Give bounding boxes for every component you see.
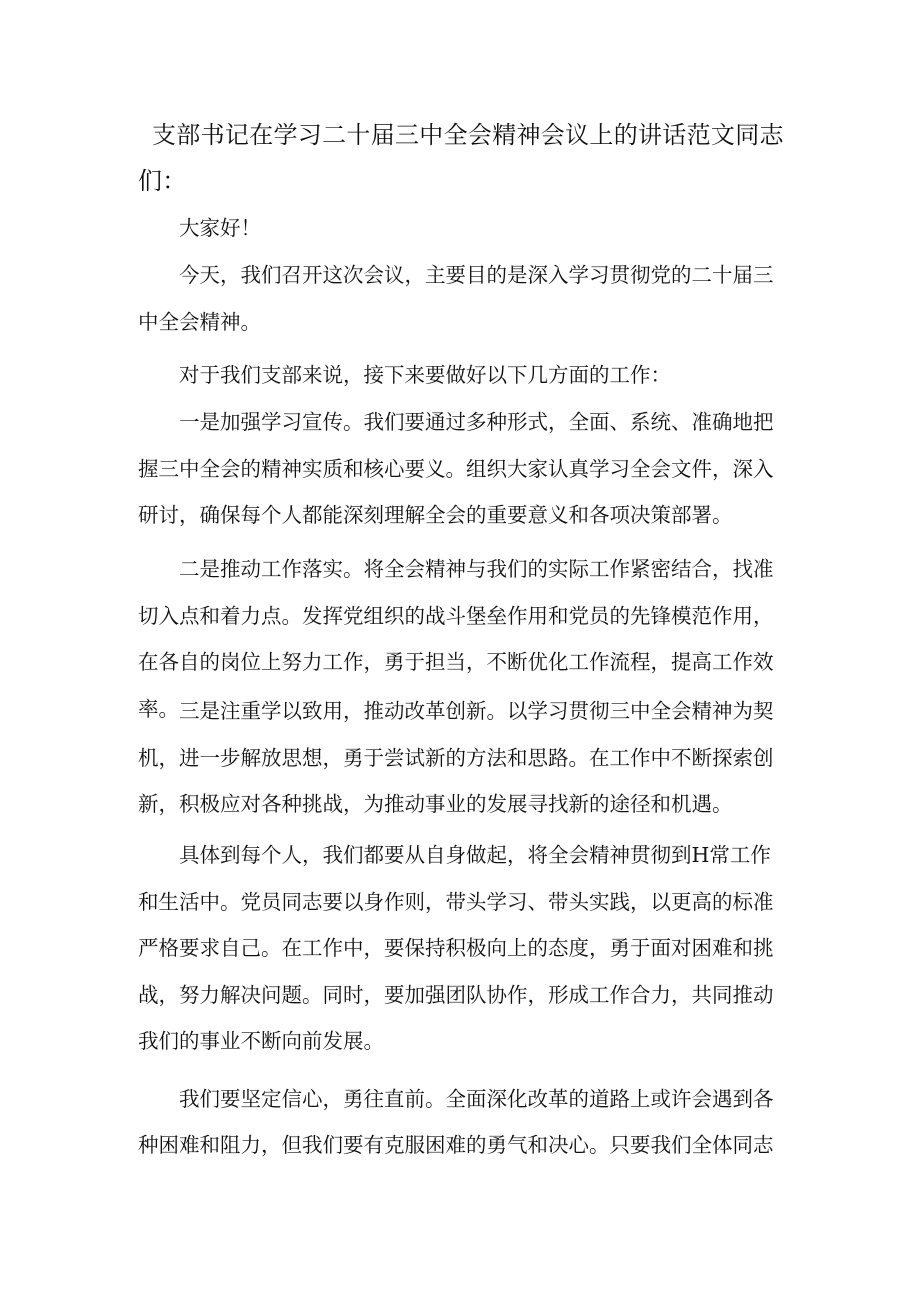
- paragraph-point-two: 二是推动工作落实。将全会精神与我们的实际工作紧密结合，找准切入点和着力点。发挥党组织的战斗堡垒作用和党员的先锋模范作用，在各自的岗位上努力工作，勇于担当，不断优化工作流程，提高工作效率。: [138, 557, 774, 721]
- paragraph-point-one: 一是加强学习宣传。我们要通过多种形式，全面、系统、准确地把握三中全会的精神实质和核心要义。组织大家认真学习全会文件，深入研讨，确保每个人都能深刻理解全会的重要意义和各项决策部署。: [138, 410, 774, 527]
- paragraph-point-three: 三是注重学以致用，推动改革创新。以学习贯彻三中全会精神为契机，进一步解放思想，勇于尝试新的方法和思路。在工作中不断探索创新，积极应对各种挑战，为推动事业的发展寻找新的途径和机遇。: [138, 699, 774, 816]
- paragraph-greeting: 大家好！: [179, 216, 261, 240]
- document-title: 支部书记在学习二十届三中全会精神会议上的讲话范文同志们：: [138, 121, 784, 195]
- paragraph-confidence: 我们要坚定信心，勇往直前。全面深化改革的道路上或许会遇到各种困难和阻力，但我们要有克服困难的勇气和决心。只要我们全体同志: [138, 1087, 774, 1157]
- paragraph-individual: 具体到每个人，我们都要从自身做起，将全会精神贯彻到H常工作和生活中。党员同志要以身作则，带头学习、带头实践，以更高的标准严格要求自己。在工作中，要保持积极向上的态度，勇于面对困难和挑战，努力解决问题。同时，要加强团队协作，形成工作合力，共同推动我们的事业不断向前发展。: [138, 843, 774, 1053]
- paragraph-work-intro: 对于我们支部来说，接下来要做好以下几方面的工作：: [179, 363, 671, 387]
- paragraph-purpose: 今天，我们召开这次会议，主要目的是深入学习贯彻党的二十届三中全会精神。: [138, 263, 774, 334]
